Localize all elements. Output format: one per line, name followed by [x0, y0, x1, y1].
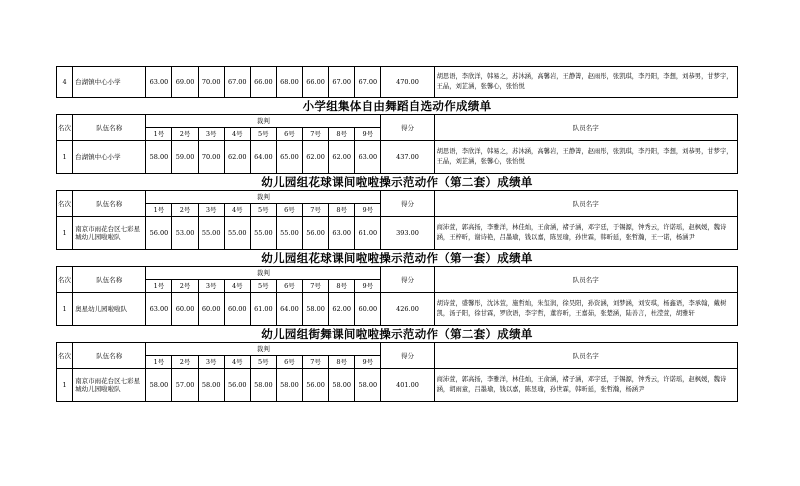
result-row — [57, 217, 738, 250]
judge-number-header: 3号 — [198, 356, 224, 369]
team-cell: 奥星幼儿园啦啦队 — [73, 293, 146, 326]
score-cell: 57.00 — [172, 369, 198, 402]
total-cell: 393.00 — [381, 217, 434, 250]
judge-number-header: 4号 — [224, 204, 250, 217]
judge-number-header: 1号 — [146, 280, 172, 293]
score-cell: 70.00 — [198, 141, 224, 174]
team-cell: 台湖镇中心小学 — [73, 67, 146, 98]
section-title-row — [57, 250, 738, 267]
judge-number-header: 6号 — [276, 128, 302, 141]
score-cell: 61.00 — [355, 217, 381, 250]
score-cell: 63.00 — [355, 141, 381, 174]
judge-number-header: 4号 — [224, 356, 250, 369]
judge-number-header: 3号 — [198, 280, 224, 293]
score-cell: 58.00 — [329, 369, 355, 402]
score-cell: 62.00 — [329, 141, 355, 174]
result-row — [57, 369, 738, 402]
score-cell: 66.00 — [303, 67, 329, 98]
total-cell: 426.00 — [381, 293, 434, 326]
score-cell: 60.00 — [355, 293, 381, 326]
members-cell: 商沛萱，郭高扬，李雅洋，林佳灿，王俞涵，褚子涵，邓宇廷，于锡源，钟秀云，许诺瑶，赵枫媛，魏诗涵，王梓昕，谢诗艳，吕墨瑜，钱以嘉，陈昱瑜，孙世霖，韩昕延，张哲瀚，王一诺，杨涵尹 — [434, 217, 737, 250]
score-cell: 58.00 — [303, 293, 329, 326]
section-title: 幼儿园组街舞课间啦啦操示范动作（第二套）成绩单 — [261, 327, 533, 341]
judge-number-header: 4号 — [224, 280, 250, 293]
score-cell: 67.00 — [224, 67, 250, 98]
score-cell: 56.00 — [303, 217, 329, 250]
section-title: 小学组集体自由舞蹈自选动作成绩单 — [302, 99, 492, 113]
rank-header: 名次 — [57, 191, 73, 217]
judge-number-header: 6号 — [276, 356, 302, 369]
score-cell: 60.00 — [224, 293, 250, 326]
score-cell: 58.00 — [250, 369, 276, 402]
rank-cell: 1 — [57, 293, 73, 326]
header-row — [57, 191, 738, 204]
team-cell: 南京市雨花台区七彩星城幼儿园啦啦队 — [73, 369, 146, 402]
score-cell: 62.00 — [329, 293, 355, 326]
members-header: 队员名字 — [434, 191, 737, 217]
header-row — [57, 267, 738, 280]
score-cell: 56.00 — [146, 217, 172, 250]
judge-number-header: 5号 — [250, 356, 276, 369]
score-cell: 55.00 — [276, 217, 302, 250]
team-cell: 台湖镇中心小学 — [73, 141, 146, 174]
score-cell: 58.00 — [198, 369, 224, 402]
score-cell: 61.00 — [250, 293, 276, 326]
score-header: 得分 — [381, 343, 434, 369]
score-cell: 67.00 — [329, 67, 355, 98]
score-cell: 60.00 — [198, 293, 224, 326]
score-cell: 66.00 — [250, 67, 276, 98]
score-cell: 55.00 — [224, 217, 250, 250]
team-header: 队伍名称 — [73, 191, 146, 217]
judge-number-header: 7号 — [303, 356, 329, 369]
score-table — [56, 66, 738, 402]
score-header: 得分 — [381, 191, 434, 217]
judges-header: 裁判 — [146, 115, 381, 128]
judge-number-header: 8号 — [329, 356, 355, 369]
judge-number-header: 3号 — [198, 204, 224, 217]
score-cell: 58.00 — [146, 141, 172, 174]
judge-number-header: 7号 — [303, 280, 329, 293]
score-cell: 62.00 — [224, 141, 250, 174]
result-row — [57, 293, 738, 326]
judge-number-header: 1号 — [146, 128, 172, 141]
score-header: 得分 — [381, 267, 434, 293]
judge-number-header: 1号 — [146, 356, 172, 369]
judge-number-header: 6号 — [276, 204, 302, 217]
judge-number-header: 5号 — [250, 128, 276, 141]
judge-number-header: 5号 — [250, 204, 276, 217]
score-cell: 63.00 — [329, 217, 355, 250]
rank-cell: 1 — [57, 141, 73, 174]
judge-number-header: 1号 — [146, 204, 172, 217]
members-cell: 胡诗萱，盛馨彤，沈沐萱，施哲灿，朱玺润，徐昊阳，孙资涵，刘梦涵，刘安琪，杨鑫语，李承翰，戴树凯，汤子阳，徐甘霖，罗欣语，李宇哲，董容昕，王嘉茹，张楚涵，陆善言，杜滢萱，胡雅轩 — [434, 293, 737, 326]
judge-number-header: 8号 — [329, 280, 355, 293]
score-cell: 56.00 — [303, 369, 329, 402]
members-cell: 商沛萱，郭高扬，李雅洋，林佳灿，王俞涵，褚子涵，邓宇廷，于锡源，钟秀云，许诺瑶，赵枫媛，魏诗涵，胡雨童，吕墨瑜，钱以嘉，陈昱瑜，孙世霖，韩昕延，张哲瀚，杨涵尹 — [434, 369, 737, 402]
judge-number-header: 5号 — [250, 280, 276, 293]
score-cell: 63.00 — [146, 293, 172, 326]
score-cell: 64.00 — [250, 141, 276, 174]
score-header: 得分 — [381, 115, 434, 141]
team-cell: 南京市雨花台区七彩星城幼儿园啦啦队 — [73, 217, 146, 250]
judge-number-header: 2号 — [172, 280, 198, 293]
score-cell: 58.00 — [355, 369, 381, 402]
score-cell: 64.00 — [276, 293, 302, 326]
members-cell: 胡思语，李欣洋，韩易之，苏沐涵，高馨岩，王静箐，赵雨彤，张凯琪，李丹阳，李想，刘恭男，甘梦宇，王晶，刘芷涵，张馨心，张怡悦 — [434, 141, 737, 174]
score-cell: 53.00 — [172, 217, 198, 250]
judge-number-header: 8号 — [329, 204, 355, 217]
judge-number-header: 2号 — [172, 204, 198, 217]
team-header: 队伍名称 — [73, 115, 146, 141]
judge-number-header: 4号 — [224, 128, 250, 141]
section-title-row — [57, 326, 738, 343]
top-result-row — [57, 67, 738, 98]
score-cell: 70.00 — [198, 67, 224, 98]
rank-header: 名次 — [57, 343, 73, 369]
team-header: 队伍名称 — [73, 267, 146, 293]
rank-header: 名次 — [57, 267, 73, 293]
score-table-body — [57, 67, 738, 402]
judges-header: 裁判 — [146, 343, 381, 356]
total-cell: 470.00 — [381, 67, 434, 98]
rank-cell: 1 — [57, 217, 73, 250]
score-cell: 55.00 — [198, 217, 224, 250]
score-cell: 56.00 — [224, 369, 250, 402]
score-cell: 59.00 — [172, 141, 198, 174]
score-cell: 60.00 — [172, 293, 198, 326]
header-row — [57, 115, 738, 128]
members-header: 队员名字 — [434, 115, 737, 141]
rank-cell: 1 — [57, 369, 73, 402]
judge-number-header: 9号 — [355, 280, 381, 293]
judge-number-header: 7号 — [303, 128, 329, 141]
score-cell: 55.00 — [250, 217, 276, 250]
members-header: 队员名字 — [434, 343, 737, 369]
score-cell: 63.00 — [146, 67, 172, 98]
judge-number-header: 3号 — [198, 128, 224, 141]
members-cell: 胡思语，李欣洋，韩易之，苏沐涵，高馨岩，王静箐，赵雨彤，张凯琪，李丹阳，李想，刘恭男，甘梦宇，王晶，刘芷涵，张馨心，张怡悦 — [434, 67, 737, 98]
score-cell: 69.00 — [172, 67, 198, 98]
score-cell: 68.00 — [276, 67, 302, 98]
score-cell: 58.00 — [276, 369, 302, 402]
section-title: 幼儿园组花球课间啦啦操示范动作（第一套）成绩单 — [261, 251, 533, 265]
section-title-row — [57, 174, 738, 191]
judge-number-header: 6号 — [276, 280, 302, 293]
judges-header: 裁判 — [146, 191, 381, 204]
score-cell: 65.00 — [276, 141, 302, 174]
score-cell: 58.00 — [146, 369, 172, 402]
judge-number-header: 7号 — [303, 204, 329, 217]
judge-number-header: 9号 — [355, 356, 381, 369]
judge-number-header: 9号 — [355, 204, 381, 217]
judges-header: 裁判 — [146, 267, 381, 280]
section-title-row — [57, 98, 738, 115]
section-title: 幼儿园组花球课间啦啦操示范动作（第二套）成绩单 — [261, 175, 533, 189]
header-row — [57, 343, 738, 356]
rank-cell: 4 — [57, 67, 73, 98]
score-cell: 67.00 — [355, 67, 381, 98]
judge-number-header: 2号 — [172, 128, 198, 141]
judge-number-header: 9号 — [355, 128, 381, 141]
team-header: 队伍名称 — [73, 343, 146, 369]
judge-number-header: 2号 — [172, 356, 198, 369]
total-cell: 437.00 — [381, 141, 434, 174]
members-header: 队员名字 — [434, 267, 737, 293]
score-sheet — [56, 66, 738, 402]
total-cell: 401.00 — [381, 369, 434, 402]
judge-number-header: 8号 — [329, 128, 355, 141]
result-row — [57, 141, 738, 174]
score-cell: 62.00 — [303, 141, 329, 174]
rank-header: 名次 — [57, 115, 73, 141]
